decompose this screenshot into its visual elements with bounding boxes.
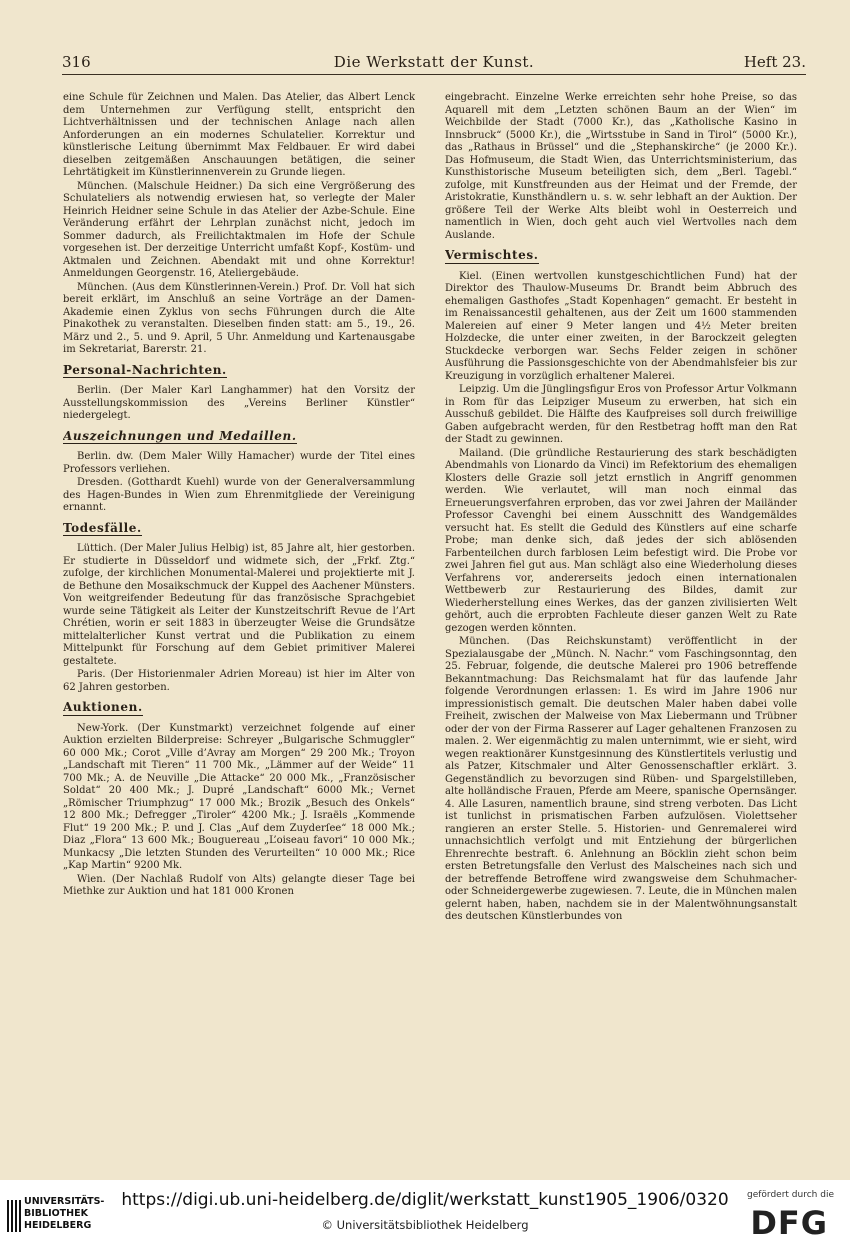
paragraph: Lüttich. (Der Maler Julius Helbig) ist, 85 Jahre alt, hier gestorben. Er studierte in Düsseldorf und widmete sich, der „Frkf. Ztg.“ zufolge, der kirchlichen Monumental-Malerei und projektierte mit J. de Bethune den Mosaikschmuck der Kuppel des Aachener Münsters. Von weitgreifender Bedeutung für das französische Sprachgebiet wurde seine Tätigkeit als Leiter der Kunstzeitschrift Revue de l’Art Chrétien, worin er seit 1883 in überzeugter Weise die Grundsätze mittelalterlicher Kunst vertrat und die Publikation zu einem Mittelpunkt für Forschung auf dem Gebiet primitiver Malerei gestaltete.	[63, 543, 415, 667]
paragraph: Mailand. (Die gründliche Restaurierung des stark beschädigten Abendmahls von Lionardo da Vinci) im Refektorium des ehemaligen Klosters delle Grazie soll jetzt ernstlich in Angriff genommen werden. Wie verlautet, will man noch einmal das Erneuerungsverfahren erproben, das vor zwei Jahren der Mailänder Professor Cavenghi bei einem Ausschnitt des Wandgemäldes versucht hat. Es stellt die Geduld des Künstlers auf eine scharfe Probe; man denke sich, daß jedes der sich ablösenden Farbenteilchen durch farblosen Leim befestigt wird. Die Probe vor zwei Jahren fiel gut aus. Man schlägt also eine Wiederholung dieses Verfahrens vor, andererseits jedoch einen internationalen Wettbewerb zur Restaurierung des Bildes, damit zur Wiederherstellung eines Werkes, das der ganzen zivilisierten Welt gehört, auch die erprobten Fachleute dieser ganzen Welt zu Rate gezogen werden könnten.	[445, 447, 797, 634]
paragraph: eine Schule für Zeichnen und Malen. Das Atelier, das Albert Lenck dem Unternehmen zur Verfügung stellt, entspricht den Lichtverhältnissen und der technischen Anlage nach allen Anforderungen an ein modernes Schulatelier. Korrektur und künstlerische Leitung übernimmt Max Feldbauer. Er wird dabei dieselben zeitgemäßen Anschauungen betätigen, die seiner Lehrtätigkeit im Künstlerinnenverein zu Grunde liegen.	[63, 92, 415, 178]
paragraph: New-York. (Der Kunstmarkt) verzeichnet folgende auf einer Auktion erzielten Bilderpreise: Schreyer „Bulgarische Schmuggler“ 60 000 Mk.; Corot „Ville d’Avray am Morgen“ 29 200 Mk.; Troyon „Landschaft mit Tieren“ 11 700 Mk., „Lämmer auf der Weide“ 11 700 Mk.; A. de Neuville „Die Attacke“ 20 000 Mk., „Französischer Soldat“ 20 400 Mk.; J. Dupré „Landschaft“ 6000 Mk.; Vernet „Römischer Triumphzug“ 17 000 Mk.; Brozik „Besuch des Onkels“ 12 800 Mk.; Defregger „Tiroler“ 4200 Mk.; J. Israëls „Kommende Flut“ 19 200 Mk.; P. und J. Clas „Auf dem Zuyderſee“ 18 000 Mk.; Diaz „Flora“ 13 600 Mk.; Bouguereau „L’oiseau favori“ 10 000 Mk.; Munkacsy „Die letzten Stunden des Verurteilten“ 10 000 Mk.; Rice „Kap Martin“ 9200 Mk.	[63, 722, 415, 871]
copyright-notice: © Universitätsbibliothek Heidelberg	[321, 1218, 529, 1232]
page-number: 316	[62, 53, 91, 71]
library-footer	[0, 1180, 850, 1250]
logo-line-3: HEIDELBERG	[24, 1220, 92, 1231]
paragraph: Berlin. dw. (Dem Maler Willy Hamacher) wurde der Titel eines Professors verliehen.	[63, 451, 415, 475]
paragraph: Wien. (Der Nachlaß Rudolf von Alts) gelangte dieser Tage bei Miethke zur Auktion und hat 181 000 Kronen	[63, 873, 415, 897]
section-heading-auctions: Auktionen.	[63, 700, 143, 714]
logo-line-2: BIBLIOTHEK	[24, 1208, 88, 1219]
left-column	[63, 92, 415, 1162]
permalink-url[interactable]: https://digi.ub.uni-heidelberg.de/diglit/werkstatt_kunst1905_1906/0320	[121, 1190, 729, 1210]
section-heading-misc: Vermischtes.	[445, 248, 539, 262]
paragraph: München. (Das Reichskunstamt) veröffentlicht in der Spezialausgabe der „Münch. N. Nachr.“ vom Faschingsonntag, den 25. Februar, folgende, die deutsche Malerei pro 1906 betreffende Bekanntmachung: Das Reichsmalamt hat für das laufende Jahr folgende Verordnungen erlassen: 1. Es wird im Jahre 1906 nur impressionistisch gemalt. Die deutschen Maler haben dabei volle Freiheit, zwischen der Malweise von Max Liebermann und Trübner oder der von der Firma Rasserer auf Lager gehaltenen Franzosen zu malen. 2. Wer eigenmächtig zu malen unternimmt, wie er sieht, wird wegen reaktionärer Kunstgesinnung des Künstlertitels verlustig und als Patzer, Kitschmaler und Alter Genossenschaftler erklärt. 3. Gegenständlich zu bevorzugen sind Rüben- und Spargelstilleben, alte holländische Frauen, Pferde am Meere, spanische Opernsänger. 4. Alle Lasuren, namentlich braune, sind streng verboten. Das Licht ist tunlichst in prismatischen Farben aufzulösen. Violettseher rangieren an erster Stelle. 5. Historien- und Genremalerei wird unnachsichtlich verfolgt und mit Entziehung der bürgerlichen Ehrenrechte bestraft. 6. Anlehnung an Böcklin zieht schon beim ersten Betretungsfalle den Verlust des Malscheines nach sich und der betreffende Betroffene wird zwangsweise dem Schuhmacher- oder Schneidergewerbe zugewiesen. 7. Leute, die in München malen gelernt haben, haben, nachdem sie in der Malentwöhnungsanstalt des deutschen Künstlerbundes von	[445, 636, 797, 922]
section-heading-awards: Auszeichnungen und Medaillen.	[63, 428, 297, 443]
paragraph: Leipzig. Um die Jünglingsfigur Eros von Professor Artur Volkmann in Rom für das Leipziger Museum zu erwerben, hat sich ein Ausschuß gebildet. Die Hälfte des Kaufpreises soll durch freiwillige Gaben aufgebracht werden, für den Restbetrag hofft man den Rat der Stadt zu gewinnen.	[445, 384, 797, 445]
journal-title: Die Werkstatt der Kunst.	[333, 53, 535, 71]
paragraph: eingebracht. Einzelne Werke erreichten sehr hohe Preise, so das Aquarell mit dem „Letzten schönen Baum an der Wien“ im Weichbilde der Stadt (7000 Kr.), das „Katholische Kasino in Innsbruck“ (5000 Kr.), die „Wirtsstube in Sand in Tirol“ (5000 Kr.), das „Rathaus in Brüssel“ und die „Stephanskirche“ (je 2000 Kr.). Das Hofmuseum, die Stadt Wien, das Unterrichtsministerium, das Kunsthistorische Museum beteiligten sich, dem „Berl. Tagebl.“ zufolge, mit Kunstfreunden aus der Heimat und der Fremde, der Aristokratie, Kunsthändlern u. s. w. sehr lebhaft an der Auktion. Der größere Teil der Werke Alts bleibt wohl in Oesterreich und namentlich in Wien, doch geht auch viel Wertvolles nach dem Auslande.	[445, 92, 797, 241]
paragraph: München. (Aus dem Künstlerinnen-Verein.) Prof. Dr. Voll hat sich bereit erklärt, im Anschluß an seine Vorträge an der Damen-Akademie einen Zyklus von sechs Führungen durch die Alte Pinakothek zu veranstalten. Dieselben finden statt: am 5., 19., 26. März und 2., 5. und 9. April, 5 Uhr. Anmeldung und Kartenausgabe im Sekretariat, Barerstr. 21.	[63, 281, 415, 355]
section-heading-deaths: Todesfälle.	[63, 520, 142, 535]
dfg-logo[interactable]: DFG	[750, 1204, 828, 1242]
right-column	[445, 92, 797, 1162]
paragraph: Berlin. (Der Maler Karl Langhammer) hat den Vorsitz der Ausstellungskommission des „Vereins Berliner Künstler“ niedergelegt.	[63, 385, 415, 421]
paragraph: Dresden. (Gotthardt Kuehl) wurde von der Generalversammlung des Hagen-Bundes in Wien zum Ehrenmitgliede der Vereinigung ernannt.	[63, 477, 415, 513]
issue-number: Heft 23.	[743, 53, 806, 71]
paragraph: Kiel. (Einen wertvollen kunstgeschichtlichen Fund) hat der Direktor des Thaulow-Museums Dr. Brandt beim Abbruch des ehemaligen Gasthofes „Stadt Kopenhagen“ gemacht. Er besteht in im Renaissancestil gehaltenen, aus der Zeit um 1600 stammenden Malereien auf einer 9 Meter langen und 4½ Meter breiten Holzdecke, die unter einer zweiten, in der Barockzeit gelegten Stuckdecke verborgen war. Sechs Felder zeigen in schöner Ausführung die Passionsgeschichte von der Abendmahlsfeier bis zur Kreuzigung in vorzüglich erhaltener Malerei.	[445, 270, 797, 382]
logo-line-1: UNIVERSITÄTS-	[24, 1196, 105, 1207]
paragraph: München. (Malschule Heidner.) Da sich eine Vergrößerung des Schulateliers als notwendig erwiesen hat, so verlegte der Maler Heinrich Heidner seine Schule in das Atelier der Azbe-Schule. Eine Veränderung erfährt der Lehrplan zunächst nicht, jedoch im Sommer dadurch, als Freilichtaktmalen im Hofe der Schule vorgesehen ist. Der derzeitige Unterricht umfaßt Kopf-, Kostüm- und Aktmalen und Zeichnen. Abendakt mit und ohne Korrektur! Anmeldungen Georgenstr. 16, Ateliergebäude.	[63, 180, 415, 279]
paragraph: Paris. (Der Historienmaler Adrien Moreau) ist hier im Alter von 62 Jahren gestorben.	[63, 669, 415, 693]
section-heading-personal: Personal-Nachrichten.	[63, 362, 227, 377]
dfg-support-text: gefördert durch die	[747, 1190, 834, 1200]
running-head	[62, 50, 806, 75]
